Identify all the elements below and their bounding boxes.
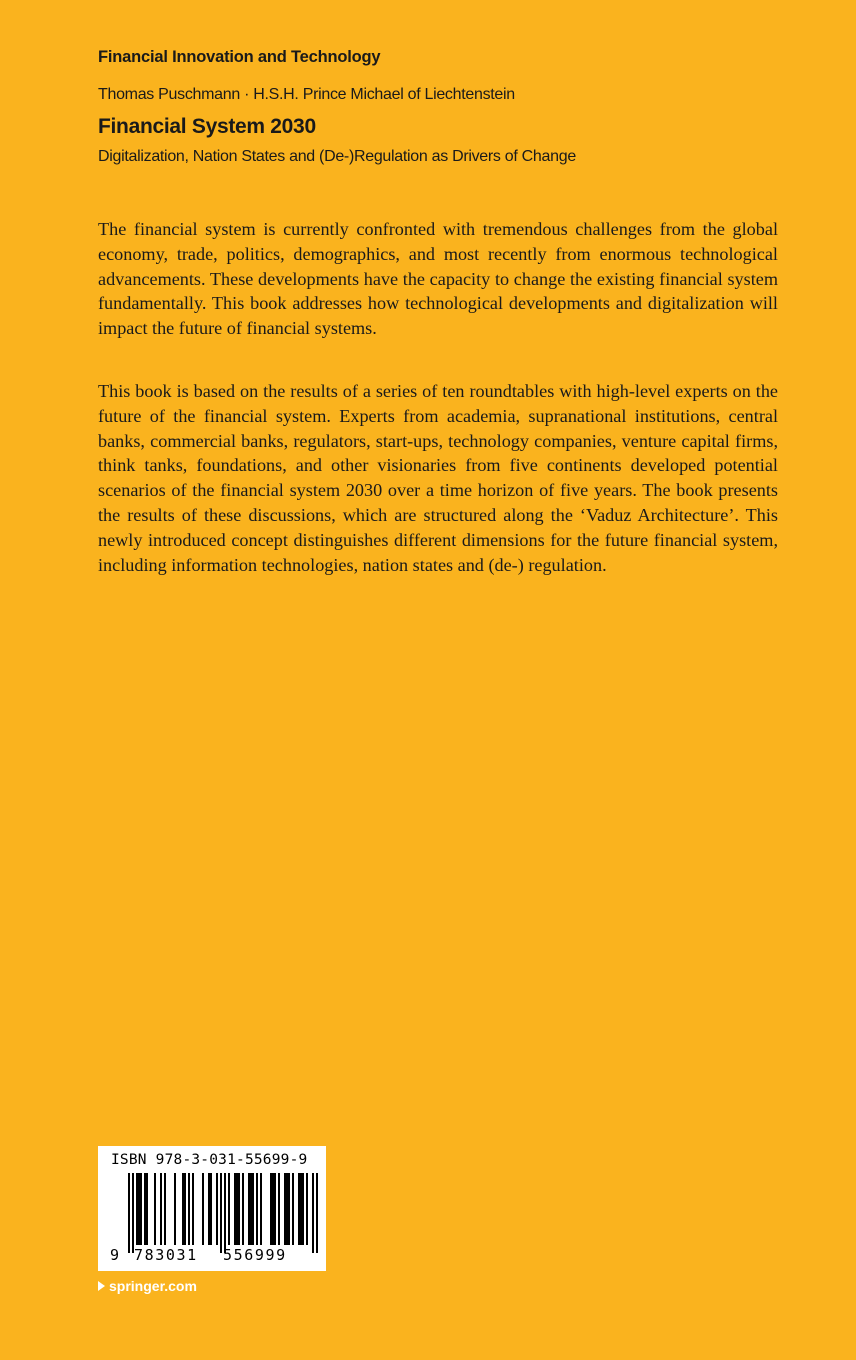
barcode-bar <box>260 1173 262 1245</box>
barcode-guard-bar <box>128 1173 130 1253</box>
barcode-bar <box>144 1173 146 1245</box>
barcode-bar <box>288 1173 290 1245</box>
barcode-guard-bar <box>220 1173 222 1253</box>
barcode-bar <box>236 1173 238 1245</box>
barcode-bar <box>286 1173 288 1245</box>
publisher-link-text: springer.com <box>109 1278 197 1294</box>
barcode-bar <box>248 1173 250 1245</box>
barcode-bar <box>138 1173 140 1245</box>
ean-right-digits: 556999 <box>223 1246 287 1264</box>
barcode-bar <box>164 1173 166 1245</box>
barcode-bar <box>182 1173 184 1245</box>
arrow-right-icon <box>98 1281 105 1291</box>
book-authors: Thomas Puschmann · H.S.H. Prince Michael of Liechtenstein <box>98 86 515 103</box>
barcode-bar <box>210 1173 212 1245</box>
barcode-bar <box>270 1173 272 1245</box>
barcode-bar <box>184 1173 186 1245</box>
ean-lead-digit: 9 <box>110 1246 120 1264</box>
barcode-guard-bar <box>224 1173 226 1253</box>
barcode-bar <box>252 1173 254 1245</box>
barcode-bar <box>208 1173 210 1245</box>
barcode-bar <box>292 1173 294 1245</box>
isbn-barcode <box>98 1146 326 1271</box>
barcode-bars <box>98 1146 326 1271</box>
barcode-bar <box>300 1173 302 1245</box>
isbn-label: ISBN 978-3-031-55699-9 <box>111 1152 308 1168</box>
barcode-bar <box>140 1173 142 1245</box>
publisher-link[interactable] <box>98 1278 197 1294</box>
barcode-bar <box>216 1173 218 1245</box>
barcode-bar <box>238 1173 240 1245</box>
barcode-bar <box>298 1173 300 1245</box>
description-paragraph-1: The financial system is currently confronted with tremendous challenges from the global economy, trade, politics, demographics, and most recently from enormous technological advancements. These developments have the capacity to change the existing financial system fundamentally. This book addresses how technological developments and digitalization will impact the future of financial systems. <box>98 219 778 339</box>
barcode-bar <box>160 1173 162 1245</box>
barcode-bar <box>202 1173 204 1245</box>
barcode-bar <box>256 1173 258 1245</box>
barcode-bar <box>250 1173 252 1245</box>
barcode-bar <box>154 1173 156 1245</box>
barcode-bar <box>302 1173 304 1245</box>
barcode-bar <box>188 1173 190 1245</box>
barcode-bar <box>278 1173 280 1245</box>
barcode-bar <box>228 1173 230 1245</box>
barcode-bar <box>242 1173 244 1245</box>
barcode-bar <box>174 1173 176 1245</box>
barcode-bar <box>136 1173 138 1245</box>
barcode-bar <box>272 1173 274 1245</box>
barcode-bar <box>146 1173 148 1245</box>
barcode-guard-bar <box>312 1173 314 1253</box>
barcode-bar <box>192 1173 194 1245</box>
ean-left-digits: 783031 <box>134 1246 198 1264</box>
book-title: Financial System 2030 <box>98 115 316 138</box>
description-paragraph-2: This book is based on the results of a series of ten roundtables with high-level experts on the future of the financial system. Experts from academia, supranational institutions, central banks, commercial banks, regulators, start-ups, technology companies, venture capital firms, think tanks, foundations, and other visionaries from five continents developed potential scenarios of the financial system 2030 over a time horizon of five years. The book presents the results of these discussions, which are structured along the ‘Vaduz Architecture’. This newly introduced concept distinguishes different dimensions for the future financial system, including information technologies, nation states and (de-) regulation. <box>98 381 778 575</box>
series-title: Financial Innovation and Technology <box>98 48 381 66</box>
barcode-bar <box>284 1173 286 1245</box>
barcode-guard-bar <box>316 1173 318 1253</box>
barcode-bar <box>306 1173 308 1245</box>
barcode-bar <box>274 1173 276 1245</box>
barcode-guard-bar <box>132 1173 134 1253</box>
book-subtitle: Digitalization, Nation States and (De-)Regulation as Drivers of Change <box>98 148 576 165</box>
barcode-bar <box>234 1173 236 1245</box>
